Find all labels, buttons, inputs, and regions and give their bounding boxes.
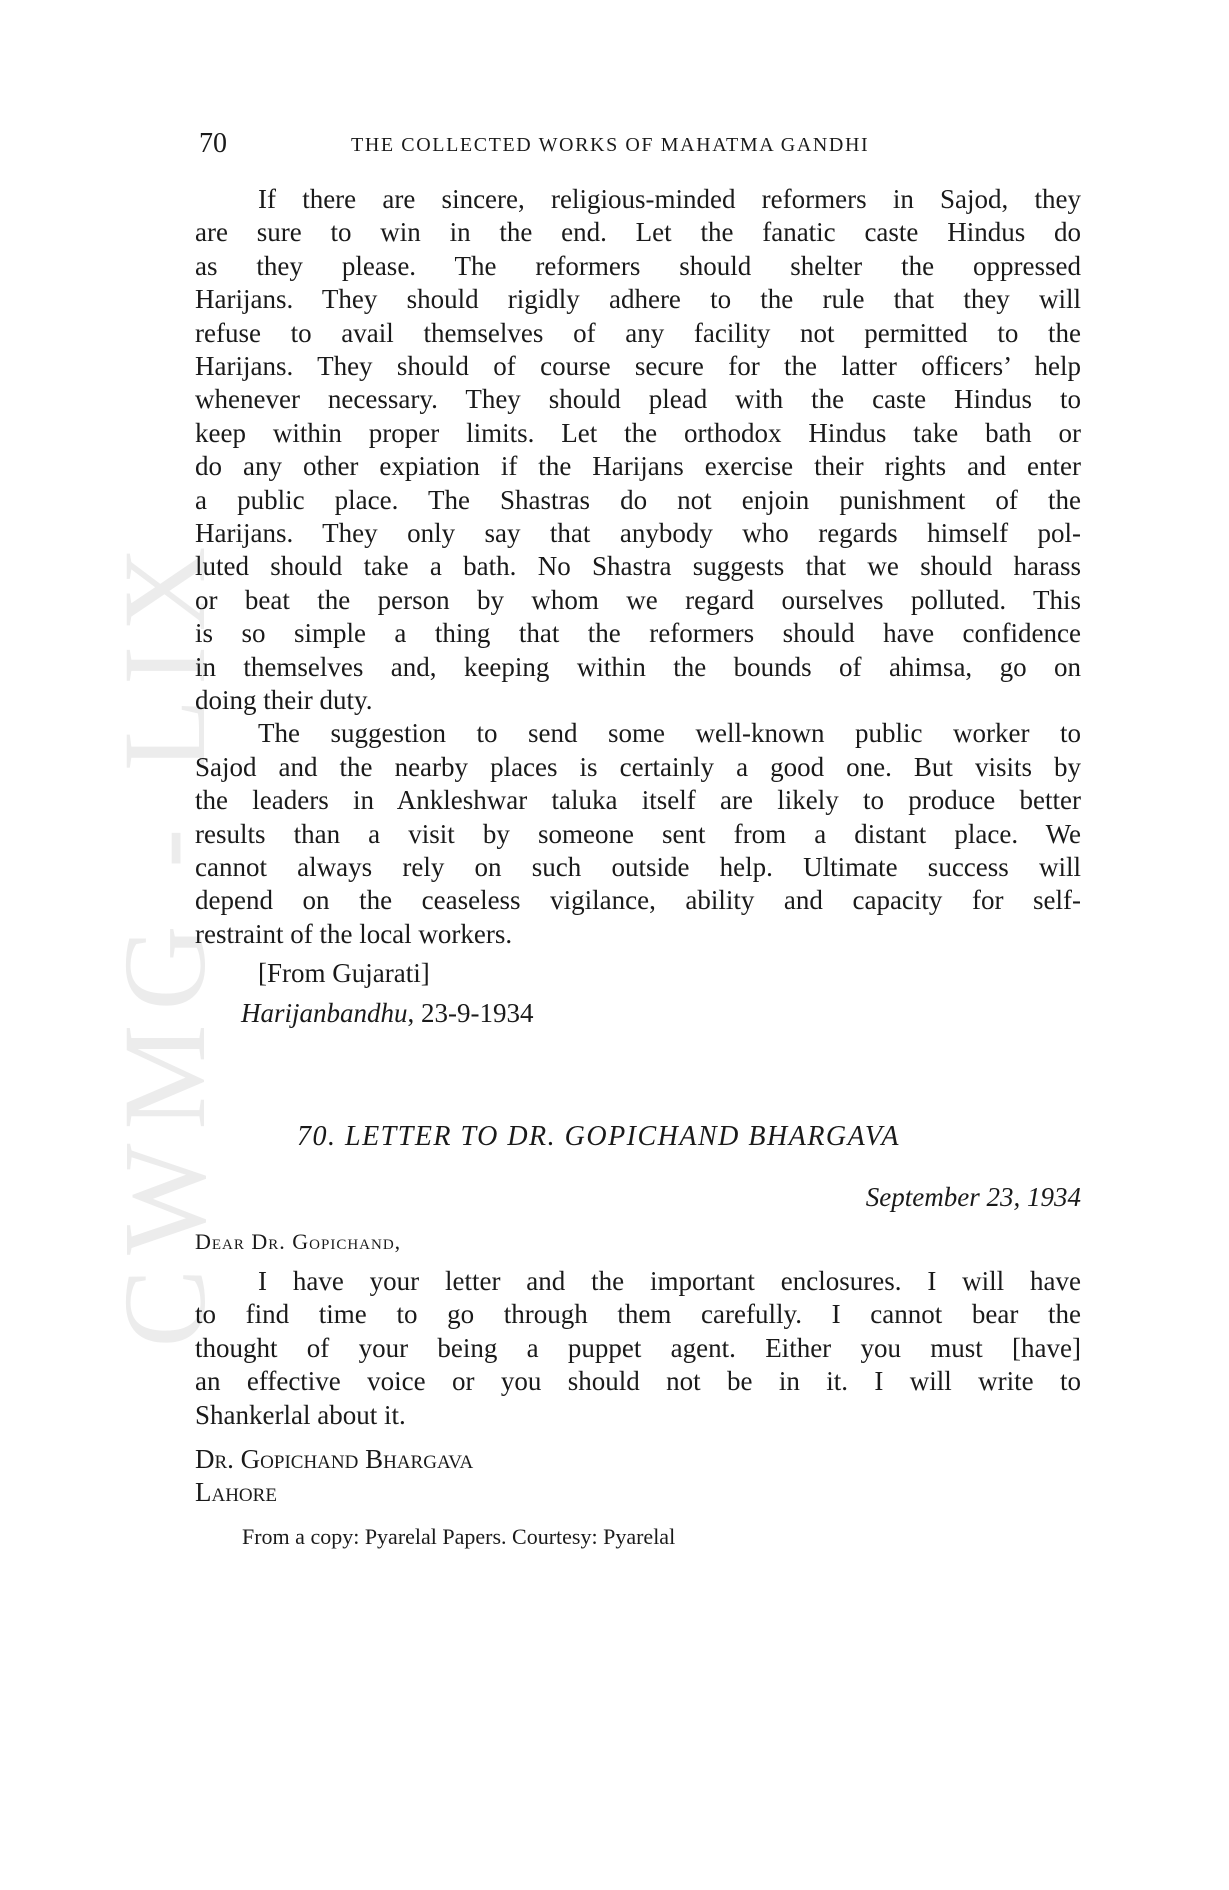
citation-title: Harijanbandhu xyxy=(241,998,408,1028)
source-line: From a copy: Pyarelal Papers. Courtesy: Pyarelal xyxy=(242,1524,676,1549)
text-line: If there are sincere, religious-minded reformers in Sajod, they xyxy=(258,184,1081,214)
citation-date: , 23-9-1934 xyxy=(407,998,534,1028)
text-line: to find time to go through them carefully. I cannot bear the xyxy=(195,1299,1081,1330)
letter-title: 70. LETTER TO DR. GOPICHAND BHARGAVA xyxy=(297,1121,900,1152)
text-line: as they please. The reformers should shelter the oppressed xyxy=(195,250,1081,281)
text-line: cannot always rely on such outside help. Ultimate success will xyxy=(195,852,1081,882)
text-line: Sajod and the nearby places is certainly a good one. But visits by xyxy=(195,751,1081,782)
text-line: Harijans. They should of course secure for the latter officers’ help xyxy=(195,351,1081,381)
text-line: the leaders in Ankleshwar taluka itself are likely to produce better xyxy=(195,785,1081,816)
text-line: thought of your being a puppet agent. Either you must [have] xyxy=(195,1332,1081,1363)
citation xyxy=(241,998,534,1029)
text-line: luted should take a bath. No Shastra suggests that we should harass xyxy=(195,551,1081,582)
text-line: I have your letter and the important enclosures. I will have xyxy=(258,1266,1081,1296)
text-line: doing their duty. xyxy=(195,685,373,715)
text-line: a public place. The Shastras do not enjoin punishment of the xyxy=(195,484,1081,515)
text-line: do any other expiation if the Harijans exercise their rights and enter xyxy=(195,451,1081,482)
page-number: 70 xyxy=(199,128,227,159)
salutation: Dear Dr. Gopichand, xyxy=(195,1229,402,1254)
text-line: or beat the person by whom we regard ourselves polluted. This xyxy=(195,584,1081,615)
text-line: restraint of the local workers. xyxy=(195,918,513,949)
text-line: an effective voice or you should not be in it. I will write to xyxy=(195,1366,1081,1397)
addressee-place: Lahore xyxy=(195,1477,277,1507)
text-line: in themselves and, keeping within the bounds of ahimsa, go on xyxy=(195,651,1081,682)
text-line: Harijans. They should rigidly adhere to the rule that they will xyxy=(195,284,1081,315)
text-line: The suggestion to send some well-known public worker to xyxy=(258,718,1081,749)
running-title: THE COLLECTED WORKS OF MAHATMA GANDHI xyxy=(351,134,870,156)
addressee-name: Dr. Gopichand Bhargava xyxy=(195,1444,474,1474)
text-line: results than a visit by someone sent from a distant place. We xyxy=(195,818,1081,849)
text-line: are sure to win in the end. Let the fanatic caste Hindus do xyxy=(195,217,1081,248)
letter-date: September 23, 1934 xyxy=(865,1182,1081,1212)
text-line: Shankerlal about it. xyxy=(195,1399,406,1430)
text-line: depend on the ceaseless vigilance, ability and capacity for self- xyxy=(195,885,1081,916)
text-line: whenever necessary. They should plead with the caste Hindus to xyxy=(195,384,1081,415)
text-line: refuse to avail themselves of any facility not permitted to the xyxy=(195,317,1081,348)
source-note: [From Gujarati] xyxy=(258,958,430,988)
watermark: CWMG - LIX xyxy=(99,532,230,1348)
text-line: is so simple a thing that the reformers should have confidence xyxy=(195,618,1081,649)
text-line: keep within proper limits. Let the orthodox Hindus take bath or xyxy=(195,417,1081,448)
text-line: Harijans. They only say that anybody who regards himself pol- xyxy=(195,518,1081,548)
